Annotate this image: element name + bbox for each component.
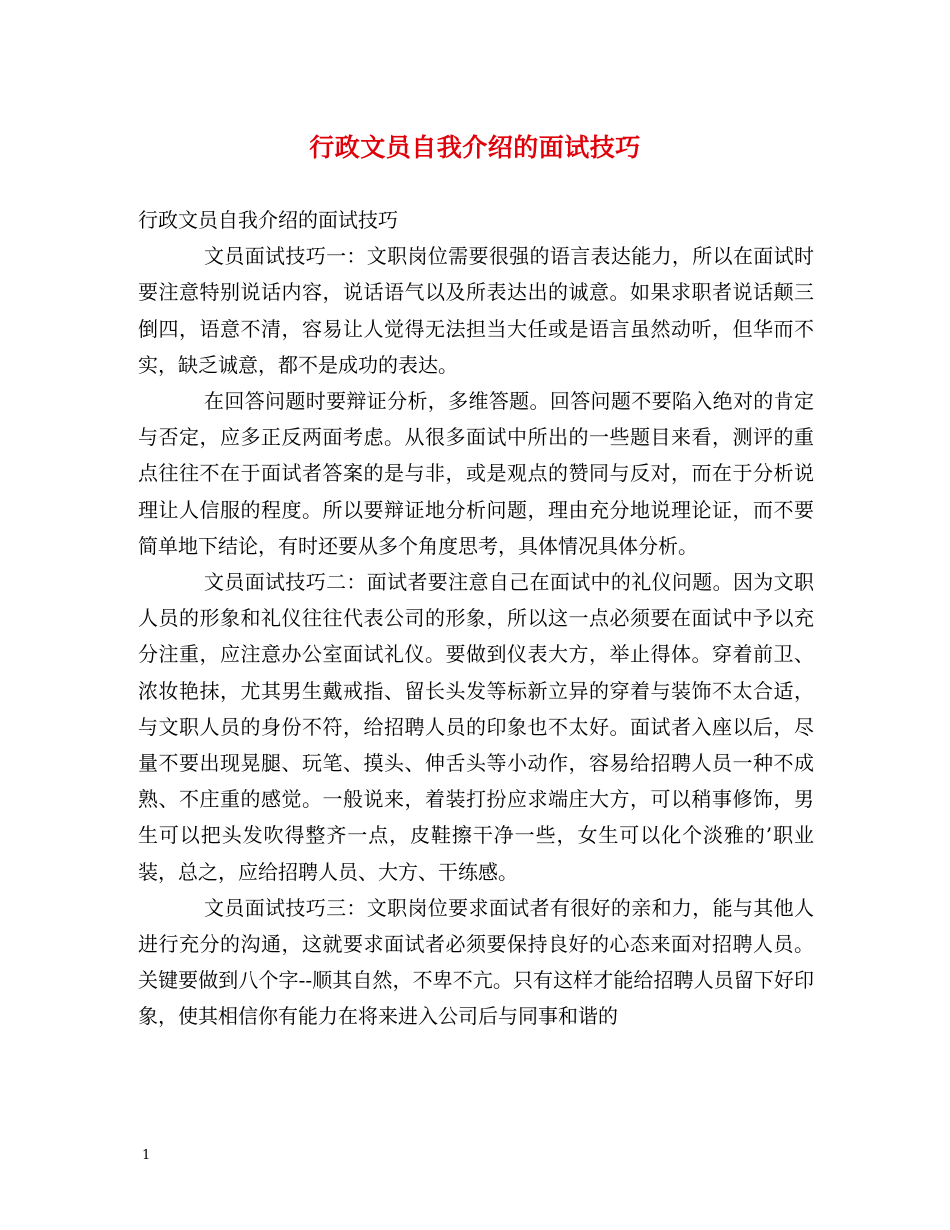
page-number: 1 [142,1148,151,1163]
paragraph-tip-two: 文员面试技巧二：面试者要注意自己在面试中的礼仪问题。因为文职人员的形象和礼仪往往代表公司的形象，所以这一点必须要在面试中予以充分注重，应注意办公室面试礼仪。要做到仪表大方，举止得体。穿着前卫、浓妆艳抹，尤其男生戴戒指、留长头发等标新立异的穿着与装饰不太合适，与文职人员的身份不符，给招聘人员的印象也不太好。面试者入座以后，尽量不要出现晃腿、玩笔、摸头、伸舌头等小动作，容易给招聘人员一种不成熟、不庄重的感觉。一般说来，着装打扮应求端庄大方，可以稍事修饰，男生可以把头发吹得整齐一点，皮鞋擦干净一些，女生可以化个淡雅的’职业装，总之，应给招聘人员、大方、干练感。 [138,570,814,884]
paragraph-tip-three: 文员面试技巧三：文职岗位要求面试者有很好的亲和力，能与其他人进行充分的沟通，这就要求面试者必须要保持良好的心态来面对招聘人员。关键要做到八个字--顺其自然，不卑不亢。只有这样才能给招聘人员留下好印象，使其相信你有能力在将来进入公司后与同事和谐的 [138,895,814,1029]
paragraph-dialectical-analysis: 在回答问题时要辩证分析，多维答题。回答问题不要陷入绝对的肯定与否定，应多正反两面考虑。从很多面试中所出的一些题目来看，测评的重点往往不在于面试者答案的是与非，或是观点的赞同与反对，而在于分析说理让人信服的程度。所以要辩证地分析问题，理由充分地说理论证，而不要简单地下结论，有时还要从多个角度思考，具体情况具体分析。 [138,389,814,558]
paragraph-tip-one: 文员面试技巧一：文职岗位需要很强的语言表达能力，所以在面试时要注意特别说话内容，说话语气以及所表达出的诚意。如果求职者说话颠三倒四，语意不清，容易让人觉得无法担当大任或是语言虽然动听，但华而不实，缺乏诚意，都不是成功的表达。 [138,244,814,377]
document-title: 行政文员自我介绍的面试技巧 [309,133,641,162]
document-subtitle: 行政文员自我介绍的面试技巧 [138,208,398,232]
document-body [138,202,814,1035]
